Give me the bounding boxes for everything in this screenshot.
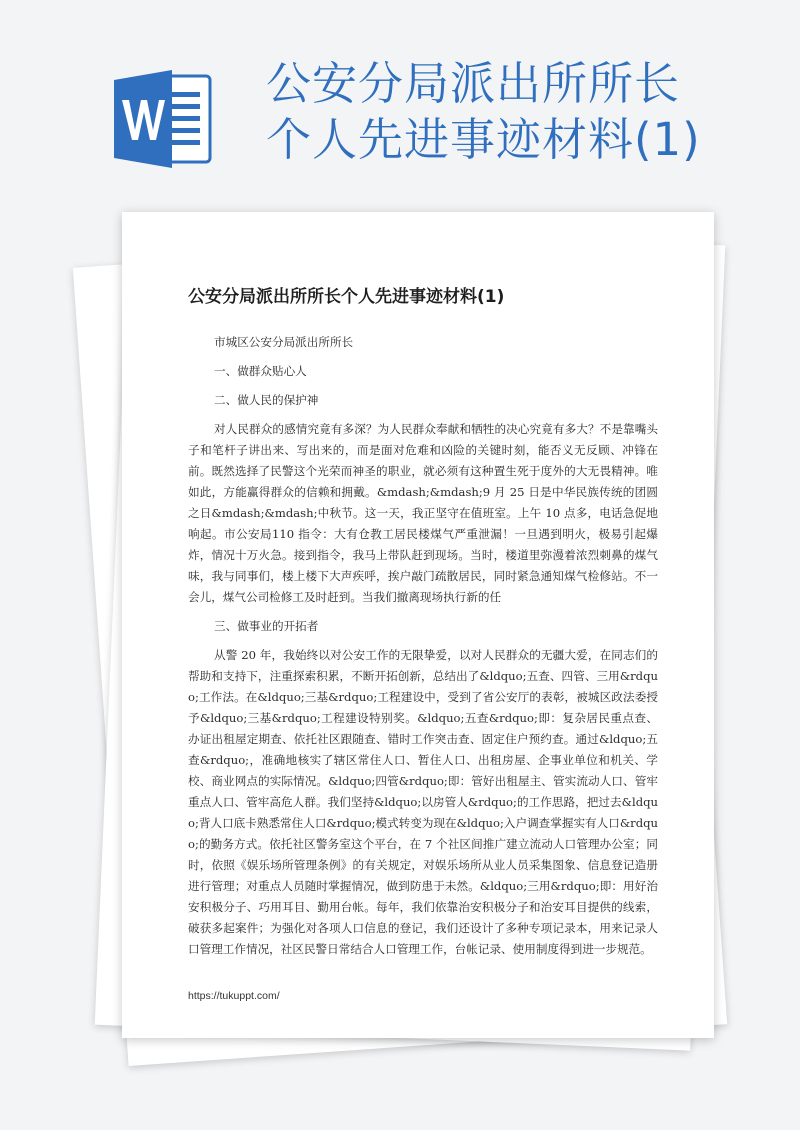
document-title: 公安分局派出所所长个人先进事迹材料(1) [188,287,505,307]
author-line: 市城区公安分局派出所所长 [214,335,354,349]
body-paragraph: 对人民群众的感情究竟有多深？为人民群众奉献和牺牲的决心究竟有多大？不是靠嘴头子和笔杆子讲出来、写出来的，而是面对危难和凶险的关键时刻，能否义无反顾、冲锋在前。既然选择了民警这个光荣而神圣的职业，就必须有这种置生死于度外的大无畏精神。唯如此，方能赢得群众的信赖和拥戴。&mdash;&mdash;9 月 25 日是中华民族传统的团圆之日&mdash;&mdash;中秋节。这一天，我正坚守在值班室。上午 10 点多，电话急促地响起。市公安局110 指令：大有仓教工居民楼煤气严重泄漏！一旦遇到明火，极易引起爆炸，情况十万火急。接到指令，我马上带队赶到现场。当时，楼道里弥漫着浓烈刺鼻的煤气味，我与同事们，楼上楼下大声疾呼，挨户敲门疏散居民，同时紧急通知煤气检修站。不一会儿，煤气公司检修工及时赶到。当我们撤离现场执行新的任 [188,422,658,604]
banner-title: 公安分局派出所所长个人先进事迹材料(1) [266,57,701,166]
document-page [122,212,714,1038]
body-paragraph: 从警 20 年，我始终以对公安工作的无限挚爱，以对人民群众的无疆大爱，在同志们的帮助和支持下，注重探索积累，不断开拓创新，总结出了&ldquo;五查、四管、三用&rdquo;工作法。在&ldquo;三基&rdquo;工程建设中，受到了省公安厅的表彰，被城区政法委授予&ldquo;三基&rdquo;工程建设特别奖。&ldquo;五查&rdquo;即：复杂居民重点查、办证出租屋定期查、依托社区跟随查、错时工作突击查、固定住户预约查。通过&ldquo;五查&rdquo;，准确地核实了辖区常住人口、暂住人口、出租房屋、企事业单位和机关、学校、商业网点的实际情况。&ldquo;四管&rdquo;即：管好出租屋主、管实流动人口、管牢重点人口、管牢高危人群。我们坚持&ldquo;以房管人&rdquo;的工作思路，把过去&ldquo;背人口底卡熟悉常住人口&rdquo;模式转变为现在&ldquo;入户调查掌握实有人口&rdquo;的勤务方式。依托社区警务室这个平台，在 7 个社区间推广建立流动人口管理办公室；同时，依照《娱乐场所管理条例》的有关规定，对娱乐场所从业人员采集图象、信息登记造册进行管理；对重点人员随时掌握情况，做到防患于未然。&ldquo;三用&rdquo;即：用好治安积极分子、巧用耳目、勤用台帐。每年，我们依靠治安积极分子和治安耳目提供的线索，破获多起案件；为强化对各项人口信息的登记，我们还设计了多种专项记录本，用来记录人口管理工作情况，社区民警日常结合人口管理工作，台帐记录、使用制度得到进一步规范。 [188,648,658,956]
section-heading: 一、做群众贴心人 [214,364,307,378]
section-heading: 二、做人民的保护神 [214,393,319,407]
section-heading: 三、做事业的开拓者 [214,619,319,633]
footer-url: https://tukuppt.com/ [188,990,280,1002]
document-body [188,332,658,960]
